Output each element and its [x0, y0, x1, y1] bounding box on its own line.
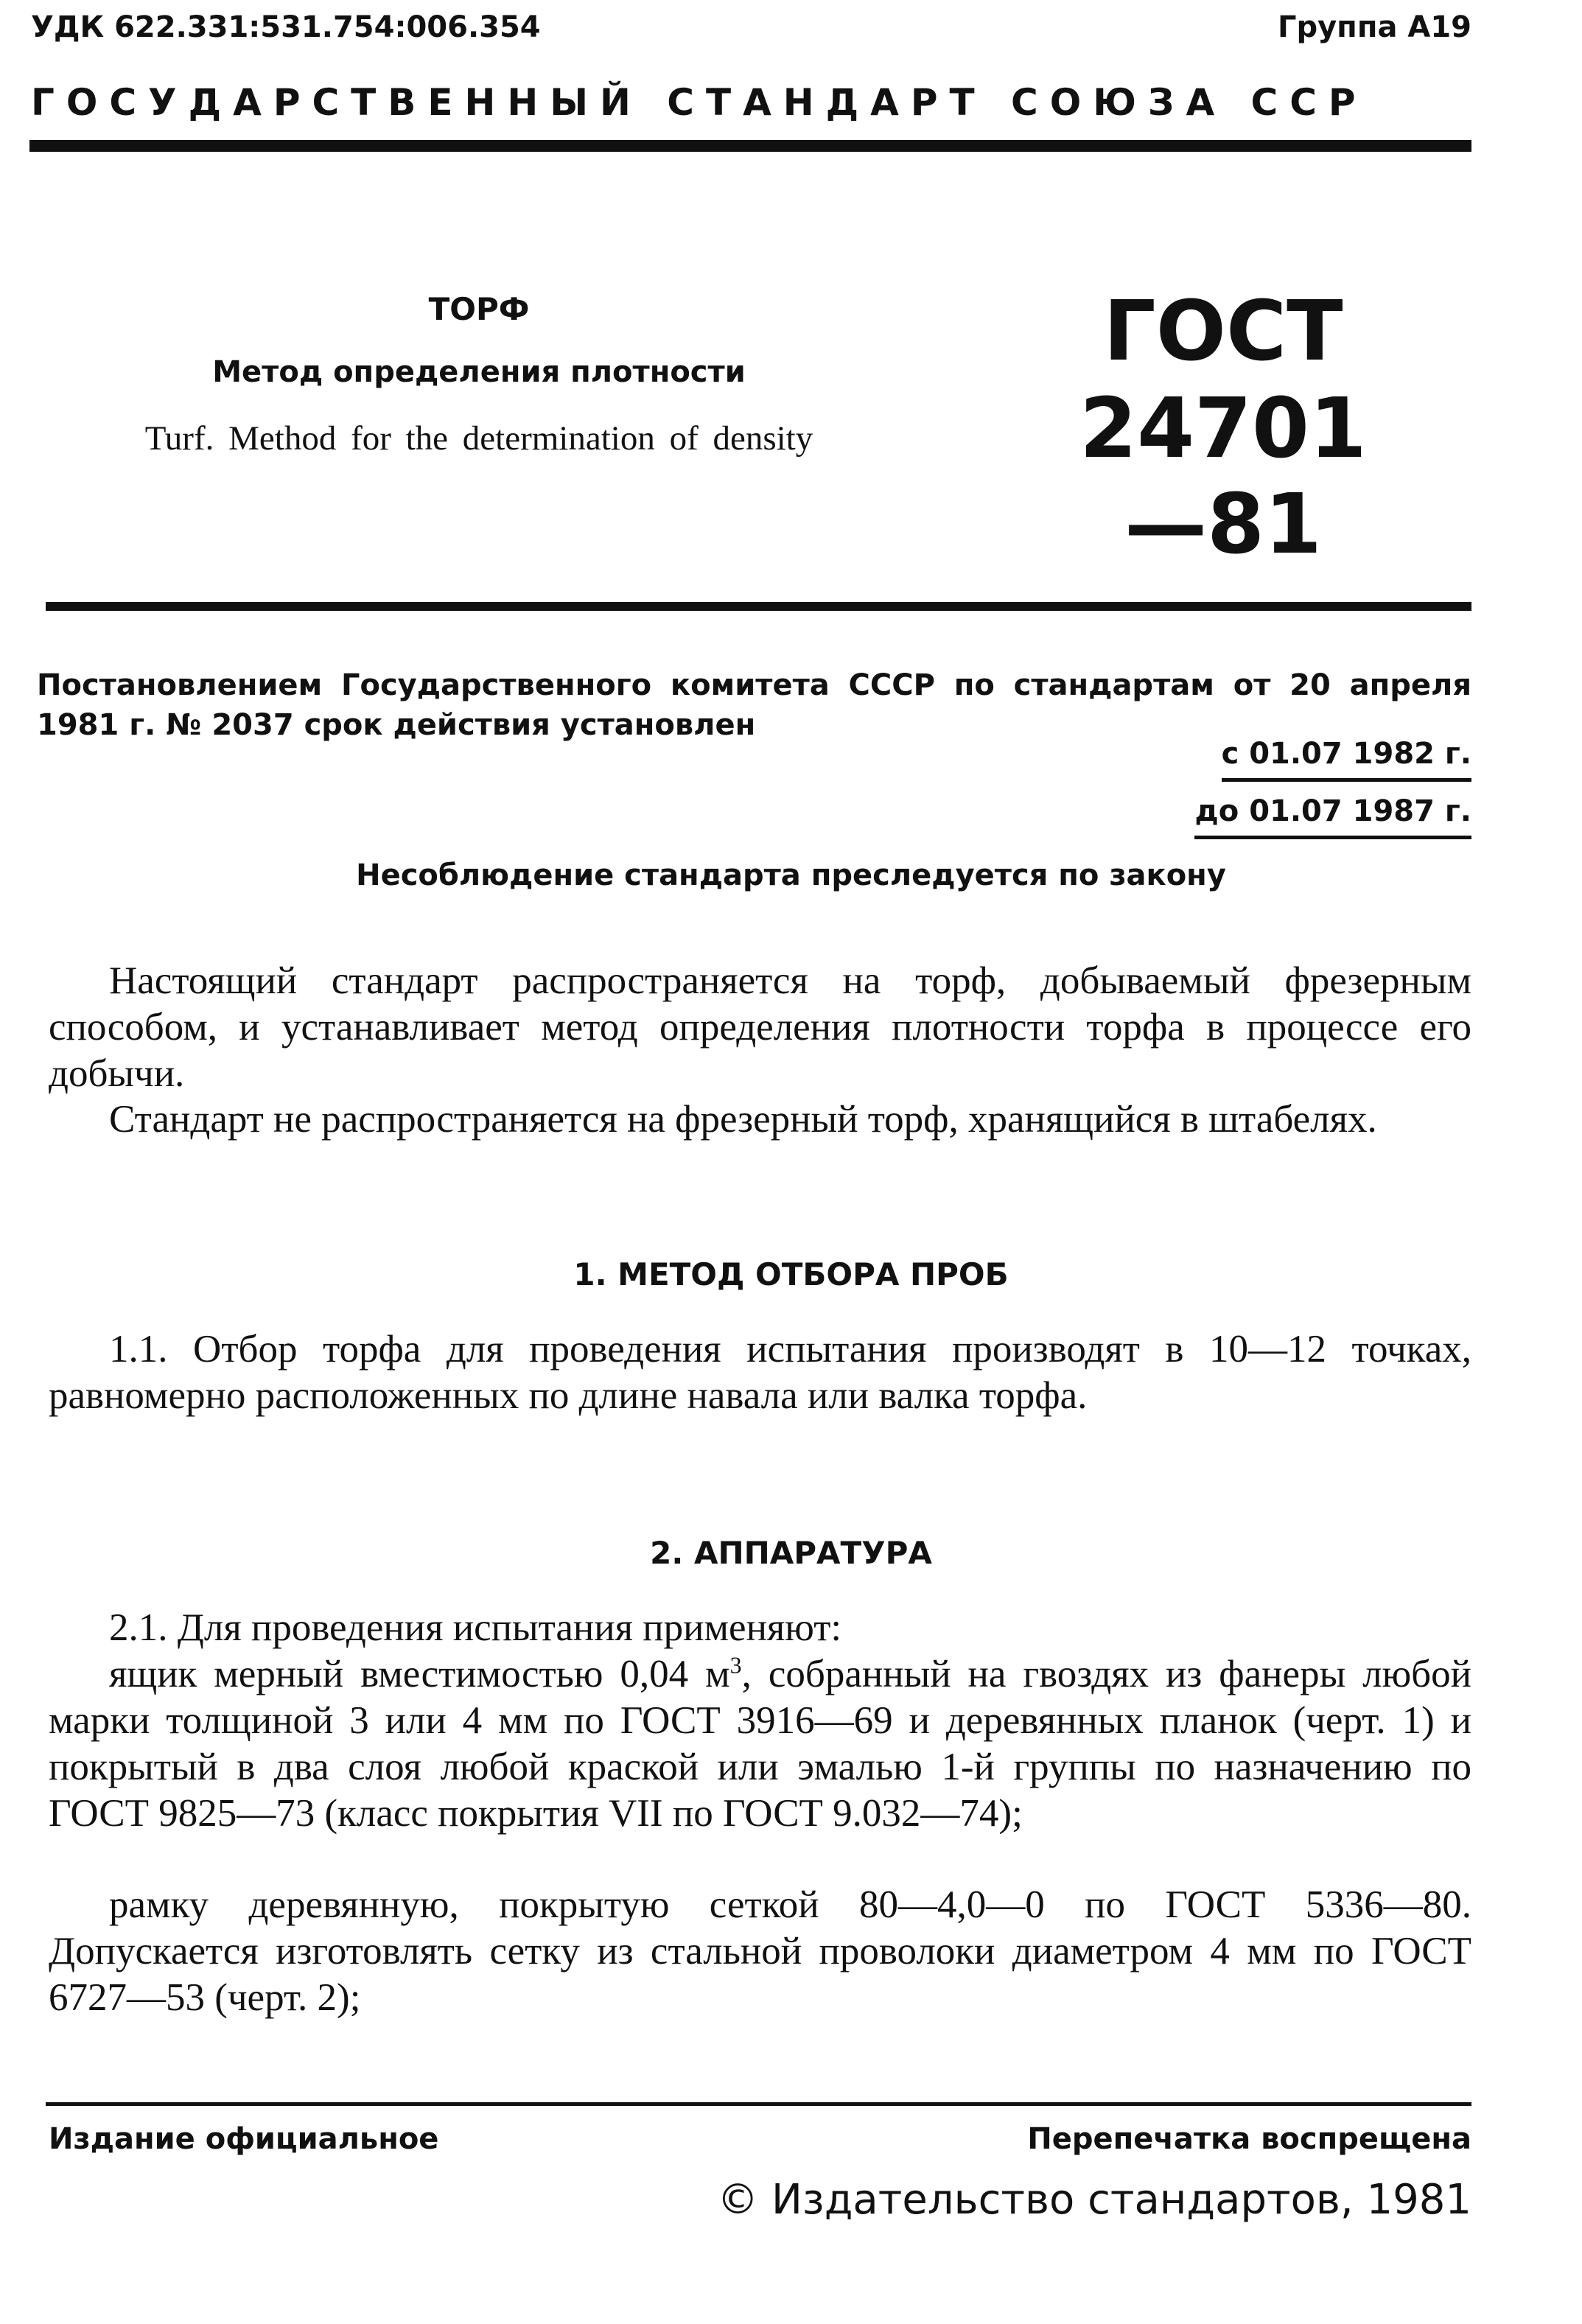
title-english: Turf. Method for the determination of density [144, 419, 813, 458]
reprint-notice: Перепечатка воспрещена [1027, 2122, 1471, 2156]
title-rule [46, 602, 1471, 611]
official-edition-note: Издание официальное [49, 2122, 439, 2156]
item-measuring-box [49, 1651, 1471, 1837]
section-2-heading: 2. АППАРАТУРА [650, 1535, 932, 1571]
organization-header: ГОСУДАРСТВЕННЫЙ СТАНДАРТ СОЮЗА ССР [31, 81, 1368, 124]
effective-date-to: до 01.07 1987 г. [1194, 794, 1471, 839]
footer-rule [46, 2102, 1471, 2106]
item-box-text-2: , собранный на гвоздях из фанеры любой марки толщиной 3 или 4 мм по ГОСТ 3916—69 и деревянных планок (черт. 1) и покрытый в два слоя любой краской или эмалью 1-й группы по назначению по ГОСТ 9825—73 (класс покрытия VII по ГОСТ 9.032—74); [49, 1653, 1471, 1835]
publisher-copyright: © Издательство стандартов, 1981 [717, 2176, 1471, 2224]
item-wooden-frame: рамку деревянную, покрытую сеткой 80—4,0—0 по ГОСТ 5336—80. Допускается изготовлять сетку из стальной проволоки диаметром 4 мм по ГОСТ 6727—53 (черт. 2); [49, 1883, 1471, 2019]
title-method: Метод определения плотности [212, 355, 746, 389]
intro-paragraph-1: Настоящий стандарт распространяется на торф, добываемый фрезерным способом, и устанавливает метод определения плотности торфа в процессе его добычи. [49, 959, 1471, 1095]
title-subject: ТОРФ [428, 291, 530, 327]
group-code: Группа А19 [1277, 10, 1471, 44]
clause-1-1: 1.1. Отбор торфа для проведения испытания производят в 10—12 точках, равномерно расположенных по длине навала или валка торфа. [49, 1328, 1471, 1417]
section-1-heading: 1. МЕТОД ОТБОРА ПРОБ [573, 1256, 1009, 1292]
udk-code: УДК 622.331:531.754:006.354 [31, 10, 541, 44]
clause-2-1: 2.1. Для проведения испытания применяют: [109, 1606, 842, 1649]
gost-label: ГОСТ [1103, 284, 1343, 379]
item-box-superscript: 3 [729, 1651, 742, 1679]
header-rule [29, 140, 1471, 152]
gost-number: 24701—81 [1079, 381, 1367, 573]
item-box-text-1: ящик мерный вместимостью 0,04 м [109, 1653, 730, 1695]
effective-date-from: с 01.07 1982 г. [1222, 737, 1471, 782]
law-notice: Несоблюдение стандарта преследуется по закону [356, 858, 1226, 892]
intro-paragraph-2: Стандарт не распространяется на фрезерный торф, хранящийся в штабелях. [109, 1098, 1377, 1141]
decree-text: Постановлением Государственного комитета СССР по стандартам от 20 апреля 1981 г. № 2037 срок действия установлен [37, 668, 1471, 742]
